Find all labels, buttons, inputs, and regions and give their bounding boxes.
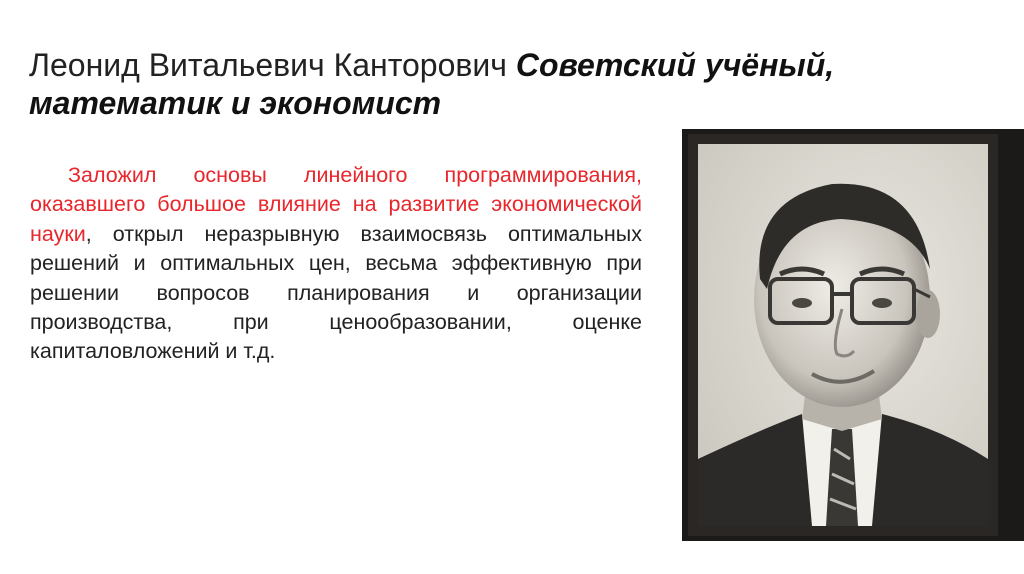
body-paragraph: [30, 161, 642, 367]
title-name: Леонид Витальевич Канторович: [29, 47, 516, 83]
portrait-photo: [682, 129, 1024, 541]
body-rest: , открыл неразрывную взаимосвязь оптимальных решений и оптимальных цен, весьма эффективную при решении вопросов планирования и организации производства, при ценообразовании, оценке капиталовложений и т.д.: [30, 221, 642, 364]
portrait-image: [682, 129, 1024, 541]
slide-title: [29, 46, 889, 122]
body-highlight: Заложил основы линейного программирования, оказавшего большое влияние на развитие экономической науки: [30, 163, 642, 246]
title-role: Советский учёный, математик и экономист: [29, 47, 835, 121]
